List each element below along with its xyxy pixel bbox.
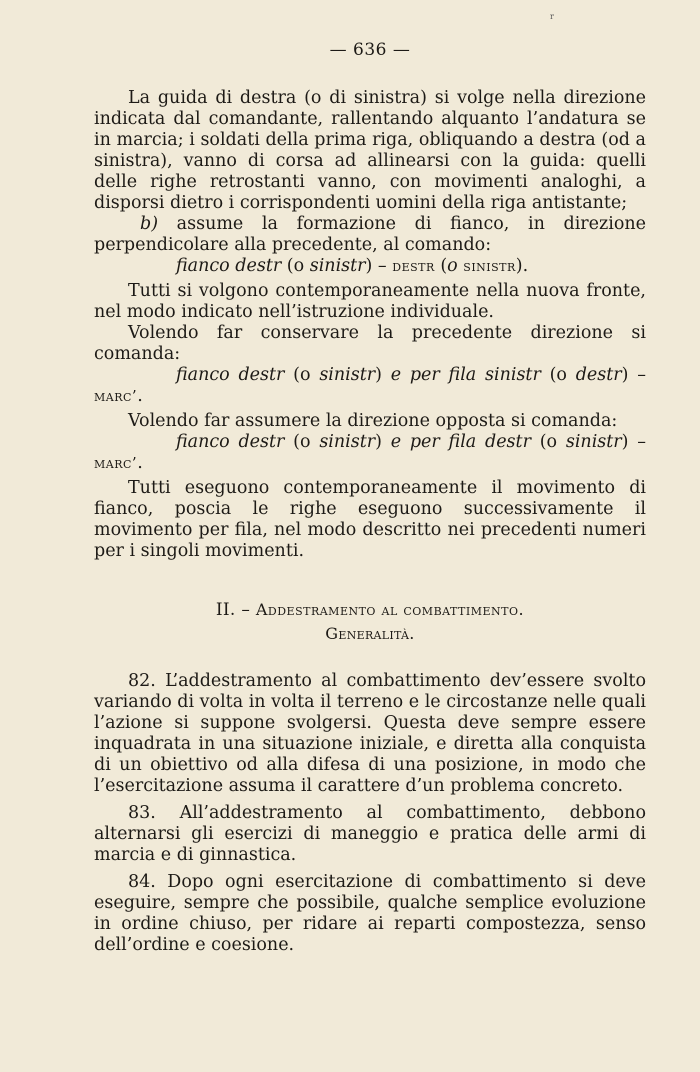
command-flank-file-left — [94, 365, 646, 407]
item-text: assume la formazione di fianco, in direzione perpendicolare alla precedente, al comando: — [94, 214, 646, 255]
paragraph-82: 82. L’addestramento al combattimento dev’essere svolto variando di volta in volta il terreno e le circostanze nelle quali l’azione si suppone svolgersi. Questa deve sempre essere inquadrata in una situazione iniziale, e diretta alla conquista di un obiettivo od alla difesa di una posizione, in modo che l’esercitazione assuma il carattere d’un problema concreto. — [94, 671, 647, 796]
cmd-italic: sinistr — [319, 432, 376, 452]
paragraph-keep-direction: Volendo far conservare la precedente direzione si comanda: — [94, 323, 646, 364]
paragraph-83: 83. All’addestramento al combattimento, debbono alternarsi gli esercizi di maneggio e pratica delle armi di marcia e di ginnastica. — [94, 803, 646, 865]
cmd-italic: sinistr — [565, 432, 622, 452]
cmd-text: ) – — [365, 256, 393, 276]
item-marker: b) — [140, 214, 159, 234]
book-page — [94, 40, 646, 956]
paragraph-guide: La guida di destra (o di sinistra) si volge nella direzione indicata dal comandante, rallentando alquanto l’andatura se in marcia; i soldati della prima riga, obliquando a destra (od a sinistra), vanno di corsa ad allinearsi con la guida: quelli delle righe retrostanti vanno, con movimenti analoghi, a disporsi dietro i corrispondenti uomini della riga antistante; — [94, 88, 646, 213]
cmd-smallcaps: sinistr — [463, 257, 516, 275]
cmd-italic: sinistr — [319, 365, 376, 385]
cmd-text: (o — [281, 256, 310, 276]
cmd-text: ) – — [621, 432, 647, 452]
section-title: Addestramento al combattimento. — [255, 600, 525, 619]
paragraph-84: 84. Dopo ogni esercitazione di combattimento si deve eseguire, sempre che possibile, qualche semplice evoluzione in ordine chiuso, per ridare ai reparti compostezza, senso dell’ordine e coesione. — [94, 872, 646, 955]
cmd-italic: e per fila destr — [390, 432, 531, 452]
cmd-italic: e per fila sinistr — [390, 365, 541, 385]
paragraph-all-execute: Tutti eseguono contemporaneamente il movimento di fianco, poscia le righe eseguono successivamente il movimento per fila, nel modo descritto nei precedenti numeri per i singoli movimenti. — [94, 478, 646, 561]
page-number: — 636 — — [329, 40, 411, 60]
cmd-italic: fianco destr — [176, 256, 282, 276]
cmd-text: (o — [284, 432, 320, 452]
cmd-text: ( — [434, 256, 448, 276]
cmd-text: ). — [515, 256, 529, 276]
section-heading — [94, 598, 646, 622]
section-subheading: Generalità. — [325, 624, 415, 643]
cmd-text: (o — [530, 432, 566, 452]
paragraph-b — [94, 214, 646, 256]
cmd-italic: sinistr — [309, 256, 366, 276]
cmd-text: ) — [375, 365, 391, 385]
cmd-text: . — [137, 386, 143, 406]
command-flank-file-right — [94, 432, 646, 474]
cmd-smallcaps: marc’ — [94, 387, 138, 405]
cmd-text: (o — [284, 365, 320, 385]
cmd-smallcaps: destr — [392, 257, 435, 275]
cmd-italic: o — [447, 256, 458, 276]
command-flank — [94, 256, 646, 277]
section-number: II. – — [215, 600, 256, 620]
page-mark: r — [550, 12, 554, 21]
cmd-text: ) – — [621, 365, 646, 385]
cmd-smallcaps: marc’ — [94, 454, 138, 472]
cmd-text: ) — [375, 432, 391, 452]
paragraph-all-turn: Tutti si volgono contemporaneamente nella nuova fronte, nel modo indicato nell’istruzione individuale. — [94, 281, 646, 322]
cmd-italic: fianco destr — [176, 365, 285, 385]
cmd-italic: destr — [575, 365, 622, 385]
cmd-text: . — [137, 453, 143, 473]
cmd-italic: fianco destr — [176, 432, 285, 452]
paragraph-opposite-direction: Volendo far assumere la direzione opposta si comanda: — [128, 411, 618, 431]
cmd-text: (o — [540, 365, 576, 385]
